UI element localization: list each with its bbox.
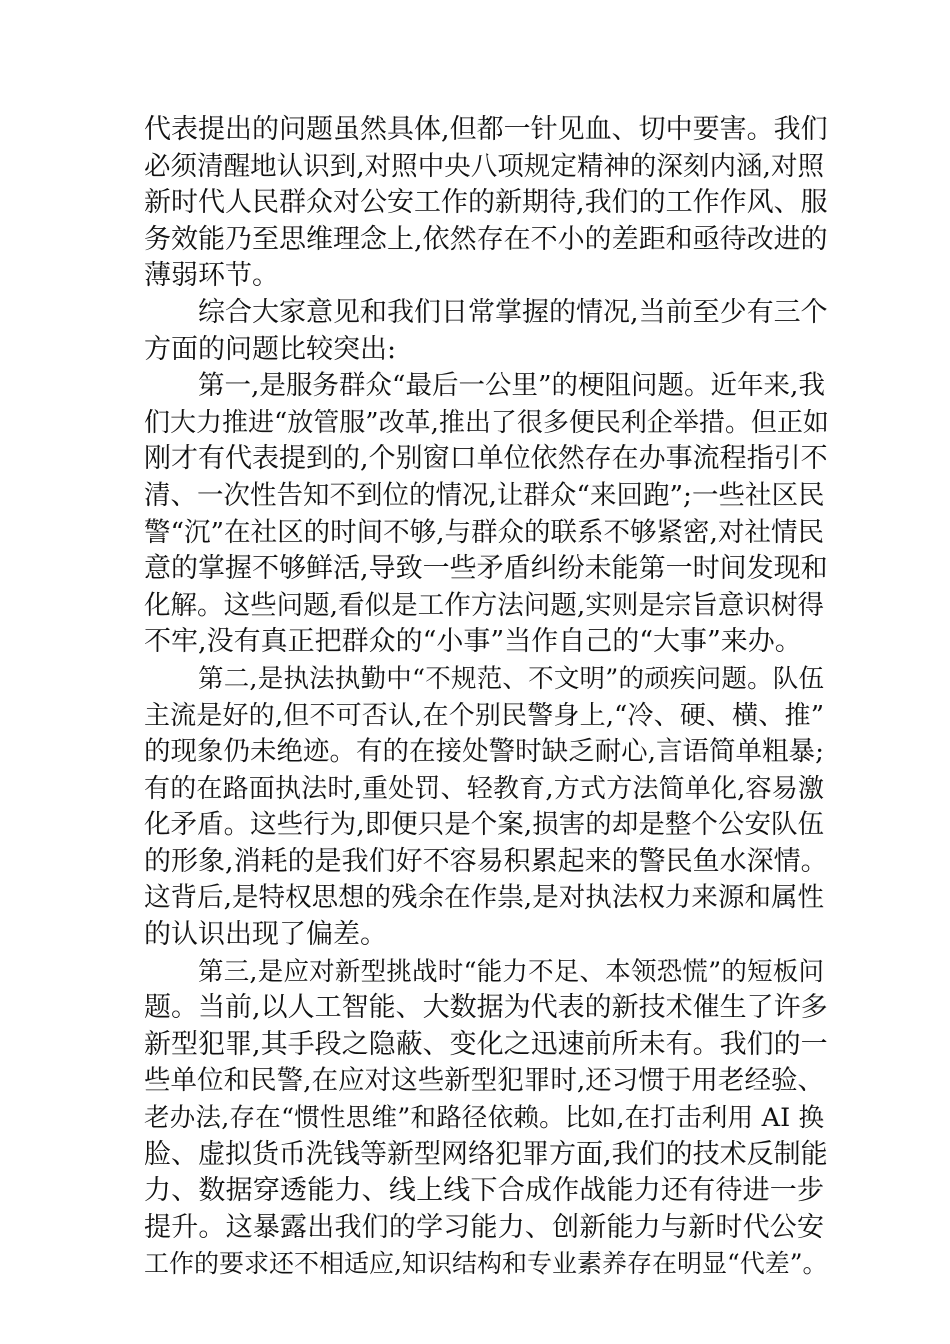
- text-line: 薄弱环节。: [144, 260, 279, 292]
- text-line: 的现象仍未绝迹。有的在接处警时缺乏耐心,言语简单粗暴;: [144, 736, 824, 768]
- text-line: 第一,是服务群众“最后一公里”的梗阻问题。近年来,我: [198, 370, 825, 402]
- text-line: 第二,是执法执勤中“不规范、不文明”的顽疾问题。队伍: [198, 663, 824, 694]
- text-line: 题。当前,以人工智能、大数据为代表的新技术催生了许多: [144, 992, 828, 1024]
- paragraph: [144, 661, 828, 954]
- paragraph: [144, 368, 829, 661]
- body-text: [144, 112, 829, 1283]
- text-line: 主流是好的,但不可否认,在个别民警身上,“冷、硬、横、推”: [144, 700, 824, 731]
- text-line: 力、数据穿透能力、线上线下合成作战能力还有待进一步: [144, 1175, 824, 1207]
- text-line: 不牢,没有真正把群众的“小事”当作自己的“大事”来办。: [144, 626, 802, 658]
- text-line: 方面的问题比较突出:: [144, 333, 397, 365]
- text-line: 务效能乃至思维理念上,依然存在不小的差距和亟待改进的: [144, 223, 828, 255]
- text-line: 化矛盾。这些行为,即便只是个案,损害的却是整个公安队伍: [144, 809, 824, 841]
- text-line: 新型犯罪,其手段之隐蔽、变化之迅速前所未有。我们的一: [144, 1028, 828, 1060]
- text-line: 第三,是应对新型挑战时“能力不足、本领恐慌”的短板问: [198, 956, 824, 987]
- text-line: 意的掌握不够鲜活,导致一些矛盾纠纷未能第一时间发现和: [144, 553, 828, 585]
- text-line: 新时代人民群众对公安工作的新期待,我们的工作作风、服: [144, 187, 828, 219]
- paragraph: [144, 112, 828, 295]
- paragraph: [144, 295, 828, 368]
- text-line: 脸、虚拟货币洗钱等新型网络犯罪方面,我们的技术反制能: [144, 1138, 828, 1170]
- text-line: 警“沉”在社区的时间不够,与群众的联系不够紧密,对社情民: [144, 516, 824, 548]
- text-line: 们大力推进“放管服”改革,推出了很多便民利企举措。但正如: [144, 407, 829, 438]
- text-line: 的形象,消耗的是我们好不容易积累起来的警民鱼水深情。: [144, 845, 828, 877]
- text-line: 有的在路面执法时,重处罚、轻教育,方式方法简单化,容易激: [144, 773, 824, 804]
- text-line: 提升。这暴露出我们的学习能力、创新能力与新时代公安: [144, 1211, 824, 1243]
- text-line: 些单位和民警,在应对这些新型犯罪时,还习惯于用老经验、: [144, 1065, 824, 1097]
- text-line: 代表提出的问题虽然具体,但都一针见血、切中要害。我们: [144, 114, 828, 145]
- text-line: 综合大家意见和我们日常掌握的情况,当前至少有三个: [198, 296, 828, 328]
- text-line: 清、一次性告知不到位的情况,让群众“来回跑”;一些社区民: [144, 479, 825, 511]
- text-line: 老办法,存在“惯性思维”和路径依赖。比如,在打击利用 AI 换: [144, 1103, 824, 1134]
- text-line: 刚才有代表提到的,个别窗口单位依然存在办事流程指引不: [144, 443, 828, 475]
- paragraph: [144, 954, 828, 1283]
- text-line: 化解。这些问题,看似是工作方法问题,实则是宗旨意识树得: [144, 589, 824, 621]
- text-line: 必须清醒地认识到,对照中央八项规定精神的深刻内涵,对照: [144, 150, 824, 182]
- text-line: 工作的要求还不相适应,知识结构和专业素养存在明显“代差”。: [144, 1249, 828, 1279]
- text-line: 的认识出现了偏差。: [144, 919, 387, 951]
- text-line: 这背后,是特权思想的残余在作祟,是对执法权力来源和属性: [144, 882, 824, 914]
